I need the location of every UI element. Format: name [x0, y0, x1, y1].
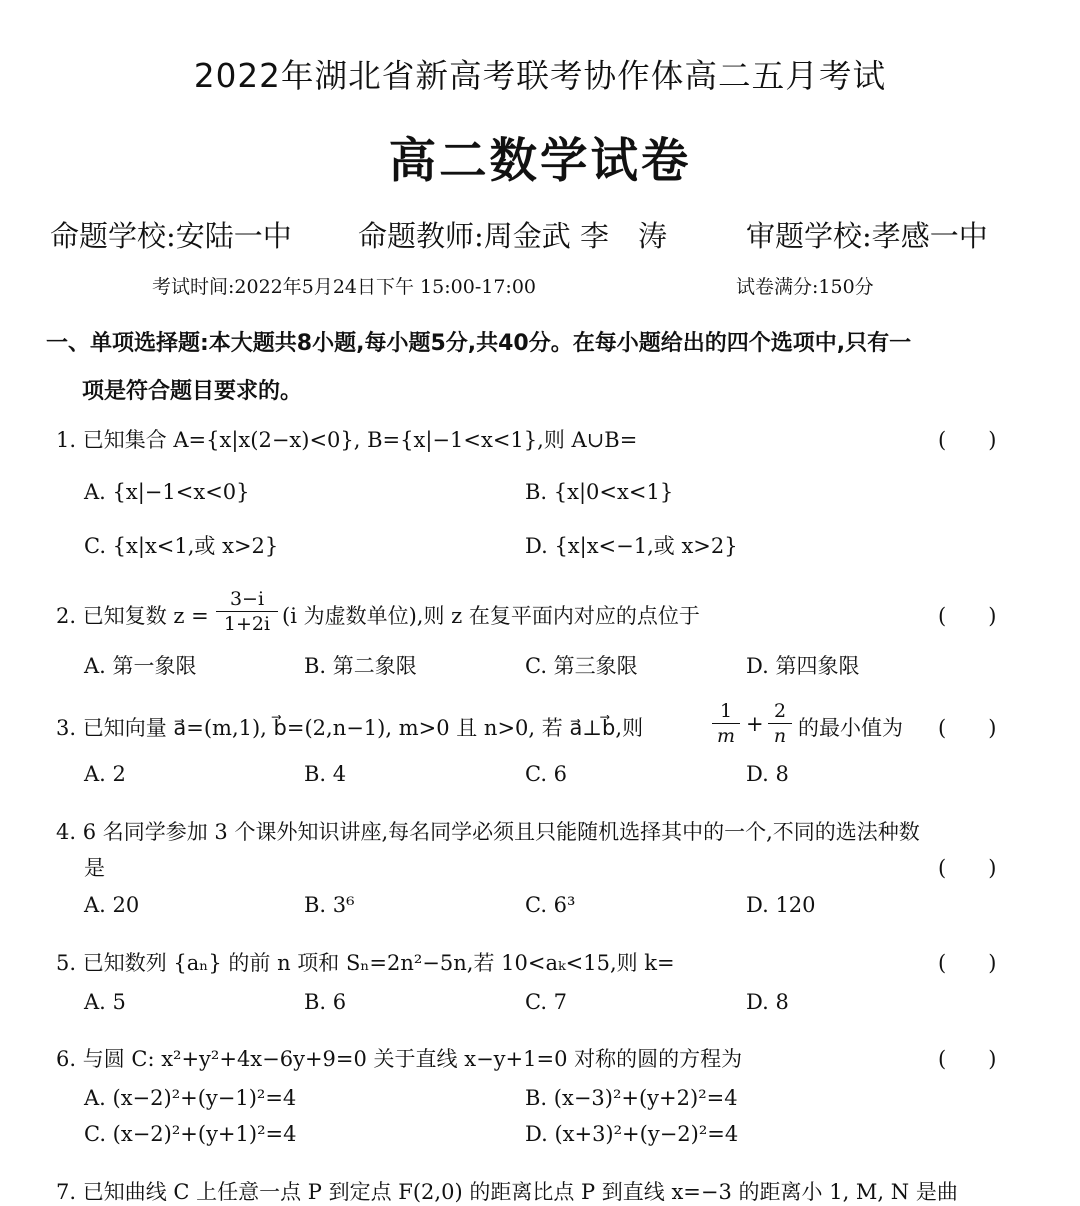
q4-option-b: B. 3⁶: [304, 893, 355, 917]
q3-option-b: B. 4: [304, 762, 347, 786]
q1-option-d: D. {x|x<−1,或 x>2}: [525, 534, 738, 558]
q1-answer-paren: ( ): [938, 428, 997, 452]
q2-answer-paren: ( ): [938, 604, 997, 628]
q3-fraction-2-numerator: 2: [773, 700, 787, 722]
q3-option-d: D. 8: [746, 762, 789, 786]
q5-stem: 5. 已知数列 {aₙ} 的前 n 项和 Sₙ=2n²−5n,若 10<aₖ<15,则 k=: [56, 951, 675, 975]
full-score: 试卷满分:150分: [736, 276, 874, 298]
exam-title: 2022年湖北省新高考联考协作体高二五月考试: [193, 57, 887, 95]
q2-stem-pre: 2. 已知复数 z =: [56, 604, 209, 628]
q6-answer-paren: ( ): [938, 1047, 997, 1071]
q6-option-d: D. (x+3)²+(y−2)²=4: [525, 1122, 739, 1146]
q5-answer-paren: ( ): [938, 951, 997, 975]
q1-option-b: B. {x|0<x<1}: [525, 480, 674, 504]
section-heading-line2: 项是符合题目要求的。: [82, 379, 303, 404]
q4-option-a: A. 20: [84, 893, 140, 917]
q2-stem-post: (i 为虚数单位),则 z 在复平面内对应的点位于: [282, 604, 700, 628]
q5-option-d: D. 8: [746, 990, 789, 1014]
q5-option-c: C. 7: [525, 990, 568, 1014]
q3-fraction-1-numerator: 1: [719, 700, 733, 722]
q3-fraction-1: [712, 700, 740, 747]
q3-fraction-2: [768, 700, 792, 747]
q2-option-b: B. 第二象限: [304, 654, 417, 678]
q3-fraction-1-denominator: m: [716, 725, 736, 747]
q4-option-d: D. 120: [746, 893, 816, 917]
q2-option-a: A. 第一象限: [84, 654, 197, 678]
q6-option-b: B. (x−3)²+(y+2)²=4: [525, 1086, 738, 1110]
q2-fraction: [216, 588, 278, 635]
q4-stem-line1: 4. 6 名同学参加 3 个课外知识讲座,每名同学必须且只能随机选择其中的一个,不同的选法种数: [56, 820, 920, 844]
author-teacher: 命题教师:周金武 李 涛: [358, 219, 667, 253]
q3-option-c: C. 6: [525, 762, 568, 786]
section-heading-line1: 一、单项选择题:本大题共8小题,每小题5分,共40分。在每小题给出的四个选项中,只有一: [46, 331, 912, 356]
q2-option-c: C. 第三象限: [525, 654, 638, 678]
q5-option-a: A. 5: [84, 990, 126, 1014]
q4-option-c: C. 6³: [525, 893, 576, 917]
q2-fraction-denominator: 1+2i: [223, 613, 271, 635]
q2-fraction-bar: [216, 611, 278, 612]
q6-option-c: C. (x−2)²+(y+1)²=4: [84, 1122, 297, 1146]
reviewer-school: 审题学校:孝感一中: [746, 219, 988, 253]
exam-time: 考试时间:2022年5月24日下午 15:00-17:00: [152, 276, 536, 298]
q3-stem-post: 的最小值为: [798, 716, 903, 740]
q6-option-a: A. (x−2)²+(y−1)²=4: [84, 1086, 297, 1110]
q3-fraction-2-bar: [768, 723, 792, 724]
q2-fraction-numerator: 3−i: [229, 588, 265, 610]
q5-option-b: B. 6: [304, 990, 347, 1014]
q7-stem: 7. 已知曲线 C 上任意一点 P 到定点 F(2,0) 的距离比点 P 到直线 x=−3 的距离小 1, M, N 是曲: [56, 1180, 958, 1204]
q1-stem: 1. 已知集合 A={x|x(2−x)<0}, B={x|−1<x<1},则 A∪B=: [56, 428, 638, 452]
q3-answer-paren: ( ): [938, 716, 997, 740]
q4-stem-line2: 是: [84, 856, 105, 880]
q1-option-c: C. {x|x<1,或 x>2}: [84, 534, 279, 558]
paper-title: 高二数学试卷: [388, 134, 692, 189]
q4-answer-paren: ( ): [938, 856, 997, 880]
q6-stem: 6. 与圆 C: x²+y²+4x−6y+9=0 关于直线 x−y+1=0 对称的圆的方程为: [56, 1047, 743, 1071]
q3-option-a: A. 2: [84, 762, 126, 786]
author-school: 命题学校:安陆一中: [50, 219, 292, 253]
q2-option-d: D. 第四象限: [746, 654, 860, 678]
q3-fraction-1-bar: [712, 723, 740, 724]
q3-plus-sign: +: [746, 712, 764, 736]
q1-option-a: A. {x|−1<x<0}: [84, 480, 250, 504]
q3-stem-pre: 3. 已知向量 a⃗=(m,1), b⃗=(2,n−1), m>0 且 n>0, 若 a⃗⊥b⃗,则: [56, 716, 644, 740]
q3-fraction-2-denominator: n: [773, 725, 787, 747]
